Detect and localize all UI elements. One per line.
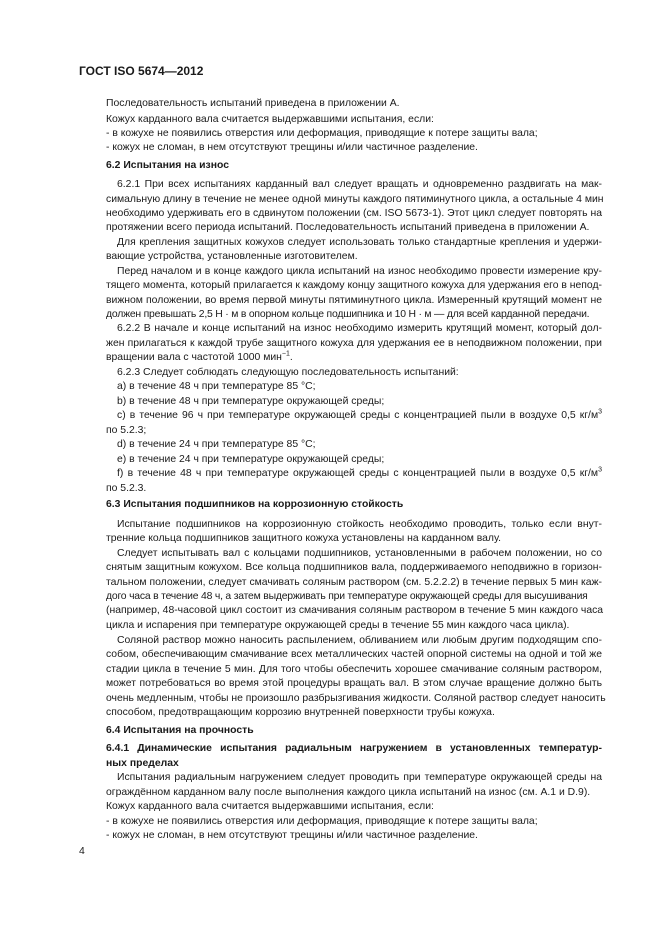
line-text: может потребоваться во время этой процедуры вращать вал. В этом случае вращение должно быть bbox=[106, 678, 602, 689]
line-text: f) в течение 48 ч при температуре окружающей среды с концентрацией пыли в воздухе 0,5 $кг/м^3$ bbox=[117, 466, 602, 479]
text-line bbox=[0, 366, 661, 380]
section-heading: 6.2 Испытания на износ bbox=[106, 160, 229, 171]
text-line bbox=[0, 351, 661, 365]
text-line bbox=[0, 786, 661, 800]
text-line bbox=[0, 294, 661, 308]
line-text: Испытания радиальным нагружением следует проводить при температуре окружающей среды на bbox=[117, 772, 602, 783]
line-text: 6.2.3 Следует соблюдать следующую последовательность испытаний: bbox=[117, 367, 459, 378]
line-text: - кожух не сломан, в нем отсутствуют трещины и/или частичное разделение. bbox=[106, 142, 478, 153]
text-line bbox=[0, 113, 661, 127]
line-text: Кожух карданного вала считается выдержавшими испытания, если: bbox=[106, 114, 434, 125]
line-text: Соляной раствор можно наносить распылением, обливанием или любым другим подходящим спо- bbox=[117, 635, 602, 646]
text-line bbox=[0, 207, 661, 221]
page-number: 4 bbox=[79, 846, 85, 857]
line-text: Испытание подшипников на коррозионную стойкость необходимо проводить, только если внут- bbox=[117, 519, 602, 530]
text-line bbox=[0, 706, 661, 720]
line-text: цикла и испарения при температуре окружающей среды в течение 55 мин каждого часа цикла). bbox=[106, 620, 570, 631]
line-text: 6.2.2 В начале и конце испытаний на износ необходимо измерить крутящий момент, который дол- bbox=[117, 323, 602, 334]
text-line bbox=[0, 663, 661, 677]
text-line bbox=[0, 265, 661, 279]
line-text: собом, обеспечивающим смачивание всех металлических частей опорной системы на одной и той же bbox=[106, 649, 602, 660]
section-heading: 6.3 Испытания подшипников на коррозионную стойкость bbox=[106, 499, 404, 510]
line-text: тящего момента, который прилагается к каждому концу защитного кожуха для удержания его в непод- bbox=[106, 280, 602, 291]
text-line bbox=[0, 757, 661, 771]
text-line bbox=[0, 221, 661, 235]
line-text: ограждённом карданном валу после выполнения каждого цикла испытаний на износ (см. А.1 и D.9). bbox=[106, 787, 591, 798]
section-heading: ных пределах bbox=[106, 758, 179, 769]
text-line bbox=[0, 127, 661, 141]
line-text: по 5.2.3. bbox=[106, 483, 147, 494]
text-line bbox=[0, 604, 661, 618]
section-heading: 6.4 Испытания на прочность bbox=[106, 725, 254, 736]
text-line bbox=[0, 619, 661, 633]
text-line bbox=[0, 547, 661, 561]
line-text: Кожух карданного вала считается выдержавшими испытания, если: bbox=[106, 801, 434, 812]
line-text: вижном положении, во время первой минуты пятиминутного цикла. Измеренный крутящий момент не bbox=[106, 295, 602, 306]
line-text: необходимо удерживать его в сдвинутом положении (см. ISO 5673-1). Этот цикл следует повторять на bbox=[106, 208, 602, 219]
text-line bbox=[0, 692, 661, 706]
text-line bbox=[0, 409, 661, 423]
superscript: −1 bbox=[281, 350, 290, 358]
text-line bbox=[0, 193, 661, 207]
line-text: должен превышать 2,5 Н · м в опорном кольце подшипника и 10 Н · м — для всей карданной передачи. bbox=[106, 309, 590, 320]
text-line bbox=[0, 308, 661, 322]
text-line bbox=[0, 518, 661, 532]
text-line bbox=[0, 141, 661, 155]
text-line bbox=[0, 97, 661, 111]
document-header: ГОСТ ISO 5674—2012 bbox=[79, 64, 204, 78]
line-text: e) в течение 24 ч при температуре окружающей среды; bbox=[117, 454, 385, 465]
text-line bbox=[0, 634, 661, 648]
line-text: вращении вала с частотой 1000 мин$^{-1}$. bbox=[106, 350, 293, 363]
text-line bbox=[0, 590, 661, 604]
text-line bbox=[0, 482, 661, 496]
text-line bbox=[0, 498, 661, 512]
line-text: - в кожухе не появились отверстия или деформация, приводящие к потере защиты вала; bbox=[106, 128, 538, 139]
text-line bbox=[0, 771, 661, 785]
line-text: Последовательность испытаний приведена в приложении А. bbox=[106, 98, 400, 109]
text-line bbox=[0, 724, 661, 738]
text-line bbox=[0, 453, 661, 467]
line-text: по 5.2.3; bbox=[106, 425, 147, 436]
text-line bbox=[0, 236, 661, 250]
line-text: Перед началом и в конце каждого цикла испытаний на износ необходимо провести измерение кру- bbox=[117, 266, 602, 277]
text-line bbox=[0, 677, 661, 691]
text-line bbox=[0, 742, 661, 756]
text-line bbox=[0, 800, 661, 814]
line-text: 6.2.1 При всех испытаниях карданный вал следует вращать и одновременно раздвигать на мак- bbox=[117, 179, 602, 190]
text-line bbox=[0, 424, 661, 438]
line-text: жен прилагаться к каждой трубе защитного кожуха для удержания ее в неподвижном положении, при bbox=[106, 338, 602, 349]
text-line bbox=[0, 337, 661, 351]
text-line bbox=[0, 561, 661, 575]
line-text: снятым защитным кожухом. Все кольца подшипников вала, поддерживаемого неподвижно в горизон- bbox=[106, 562, 602, 573]
line-text: b) в течение 48 ч при температуре окружающей среды; bbox=[117, 396, 385, 407]
section-heading: 6.4.1 Динамические испытания радиальным нагружением в установленных температур- bbox=[106, 743, 602, 754]
text-line bbox=[0, 438, 661, 452]
text-line bbox=[0, 159, 661, 173]
line-text: стадии цикла в течение 5 мин. Для того чтобы обеспечить хорошее смачивание соляным раствором, bbox=[106, 664, 602, 675]
line-text: c) в течение 96 ч при температуре окружающей среды с концентрацией пыли в воздухе 0,5 $кг/м^3$ bbox=[117, 408, 602, 421]
line-text: Следует испытывать вал с кольцами подшипников, установленными в рабочем положении, но со bbox=[117, 548, 602, 559]
line-text: тренние кольца подшипников защитного кожуха установлены на карданном валу. bbox=[106, 533, 502, 544]
text-line bbox=[0, 178, 661, 192]
text-line bbox=[0, 250, 661, 264]
text-line bbox=[0, 322, 661, 336]
line-text: тальном положении, следует смачивать соляным раствором (см. 5.2.2.2) в течение первых 5 мин каж- bbox=[106, 577, 602, 588]
line-text: a) в течение 48 ч при температуре 85 °C; bbox=[117, 381, 316, 392]
line-text: - в кожухе не появились отверстия или деформация, приводящие к потере защиты вала; bbox=[106, 816, 538, 827]
text-line bbox=[0, 576, 661, 590]
line-text: (например, 48-часовой цикл состоит из смачивания соляным раствором в течение 5 мин каждого часа bbox=[106, 605, 604, 616]
text-line bbox=[0, 380, 661, 394]
line-text: Для крепления защитных кожухов следует использовать только стандартные крепления и удержи- bbox=[117, 237, 602, 248]
line-text: d) в течение 24 ч при температуре 85 °C; bbox=[117, 439, 316, 450]
text-line bbox=[0, 648, 661, 662]
line-text: вающие устройства, установленные изготовителем. bbox=[106, 251, 358, 262]
line-text: дого часа в течение 48 ч, а затем выдерживать при температуре окружающей среды для высушивания bbox=[106, 591, 588, 602]
text-line bbox=[0, 467, 661, 481]
superscript: 3 bbox=[598, 466, 602, 474]
line-text: симальную длину в течение не менее одной минуты каждого пятиминутного цикла, а остальные 4 мин bbox=[106, 194, 604, 205]
line-text: очень медленным, чтобы не произошло разбрызгивания жидкости. Соляной раствор следует наносить bbox=[106, 693, 606, 704]
line-text: протяжении всего периода испытаний. Последовательность испытаний приведена в приложении А. bbox=[106, 222, 590, 233]
line-text: способом, предотвращающим коррозию внутренней поверхности трубы кожуха. bbox=[106, 707, 495, 718]
text-line bbox=[0, 532, 661, 546]
line-text: - кожух не сломан, в нем отсутствуют трещины и/или частичное разделение. bbox=[106, 830, 478, 841]
text-line bbox=[0, 829, 661, 843]
text-line bbox=[0, 395, 661, 409]
superscript: 3 bbox=[598, 408, 602, 416]
text-line bbox=[0, 815, 661, 829]
text-line bbox=[0, 279, 661, 293]
